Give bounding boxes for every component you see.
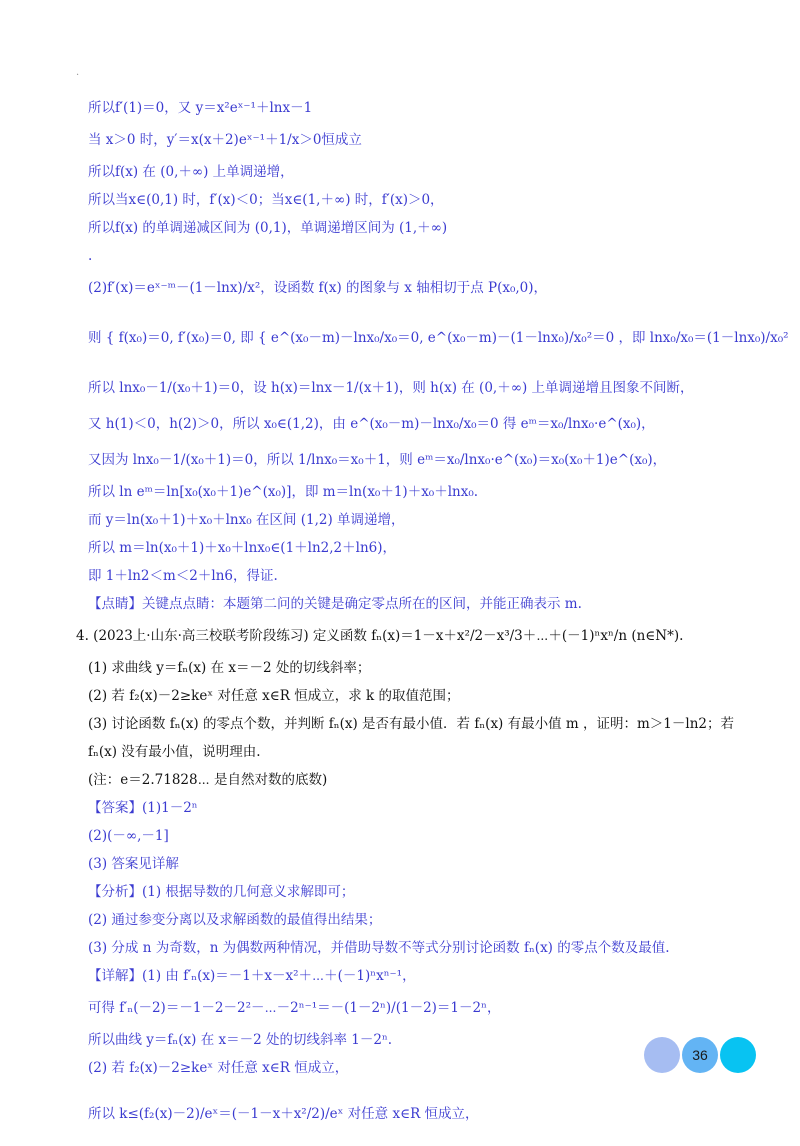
page-number: 36	[692, 1047, 708, 1063]
text-line: 【点睛】关键点点睛：本题第二问的关键是确定零点所在的区间，并能正确表示 m.	[88, 596, 582, 612]
text-line: 所以f(x) 在 (0,＋∞) 上单调递增，	[88, 164, 294, 180]
text-line: (3) 讨论函数 fₙ(x) 的零点个数，并判断 fₙ(x) 是否有最小值．若 fₙ(x) 有最小值 m ，证明：m＞1－ln2；若	[88, 716, 734, 732]
text-line: 【详解】(1) 由 f′ₙ(x)＝－1＋x－x²＋⋯＋(－1)ⁿxⁿ⁻¹，	[88, 968, 416, 984]
text-line: 所以f′(1)＝0，又 y＝x²eˣ⁻¹＋lnx－1	[88, 100, 313, 116]
text-line: 而 y＝ln(x₀＋1)＋x₀＋lnx₀ 在区间 (1,2) 单调递增，	[88, 512, 405, 528]
question-heading: 4. (2023上·山东·高三校联考阶段练习) 定义函数 fₙ(x)＝1－x＋x²/2－x³/3＋⋯＋(－1)ⁿxⁿ/n (n∈N*).	[76, 628, 684, 644]
text-line: 即 1＋ln2＜m＜2＋ln6，得证.	[88, 568, 278, 584]
text-line: 又因为 lnx₀－1/(x₀＋1)＝0，所以 1/lnx₀＝x₀＋1，则 eᵐ＝x₀/lnx₀·e^(x₀)＝x₀(x₀＋1)e^(x₀)，	[88, 452, 667, 468]
text-line: (2) 若 f₂(x)－2≥keˣ 对任意 x∈R 恒成立，	[88, 1060, 349, 1076]
text-line: 所以曲线 y＝fₙ(x) 在 x＝－2 处的切线斜率 1－2ⁿ.	[88, 1032, 393, 1048]
text-line: 所以f(x) 的单调递减区间为 (0,1)，单调递增区间为 (1,＋∞)	[88, 220, 448, 236]
decorative-circle-icon	[720, 1037, 756, 1073]
text-line: (注：e＝2.71828⋯ 是自然对数的底数)	[88, 772, 328, 788]
text-line: 【答案】(1)1－2ⁿ	[88, 800, 198, 816]
corner-mark: ·	[76, 70, 80, 81]
text-line: .	[88, 248, 93, 264]
text-line: 【分析】(1) 根据导数的几何意义求解即可；	[88, 884, 355, 900]
text-line: (1) 求曲线 y＝fₙ(x) 在 x＝－2 处的切线斜率；	[88, 660, 371, 676]
text-line: (2)(－∞,－1]	[88, 828, 169, 844]
text-line: 又 h(1)＜0，h(2)＞0，所以 x₀∈(1,2)，由 e^(x₀－m)－lnx₀/x₀＝0 得 eᵐ＝x₀/lnx₀·e^(x₀)，	[88, 416, 655, 432]
text-line: 所以 m＝ln(x₀＋1)＋x₀＋lnx₀∈(1＋ln2,2＋ln6)，	[88, 540, 397, 556]
text-line: 可得 f′ₙ(－2)＝－1－2－2²－⋯－2ⁿ⁻¹＝－(1－2ⁿ)/(1－2)＝1－2ⁿ，	[88, 1000, 501, 1016]
text-line: (3) 分成 n 为奇数，n 为偶数两种情况，并借助导数不等式分别讨论函数 fₙ(x) 的零点个数及最值.	[88, 940, 670, 956]
text-line: 所以 k≤(f₂(x)－2)/eˣ＝(－1－x＋x²/2)/eˣ 对任意 x∈R 恒成立，	[88, 1106, 479, 1122]
text-line: 则 { f(x₀)＝0, f′(x₀)＝0, 即 { e^(x₀－m)－lnx₀/x₀＝0, e^(x₀－m)－(1－lnx₀)/x₀²＝0 ，即 lnx₀/x₀＝(1－lnx₀)/x₀²	[88, 330, 789, 346]
text-line: (2)f′(x)＝eˣ⁻ᵐ－(1－lnx)/x²，设函数 f(x) 的图象与 x 轴相切于点 P(x₀,0)，	[88, 280, 548, 296]
text-line: (2) 通过参变分离以及求解函数的最值得出结果；	[88, 912, 382, 928]
text-line: (2) 若 f₂(x)－2≥keˣ 对任意 x∈R 恒成立，求 k 的取值范围；	[88, 688, 460, 704]
text-line: (3) 答案见详解	[88, 856, 179, 872]
text-line: 所以 ln eᵐ＝ln[x₀(x₀＋1)e^(x₀)]，即 m＝ln(x₀＋1)＋x₀＋lnx₀.	[88, 484, 479, 500]
text-line: 所以 lnx₀－1/(x₀＋1)＝0，设 h(x)＝lnx－1/(x＋1)，则 h(x) 在 (0,＋∞) 上单调递增且图象不间断，	[88, 380, 694, 396]
document-body	[76, 94, 789, 1146]
text-line: 所以当x∈(0,1) 时，f′(x)＜0；当x∈(1,＋∞) 时，f′(x)＞0，	[88, 192, 444, 208]
page-footer	[644, 1037, 760, 1073]
text-line: fₙ(x) 没有最小值，说明理由.	[88, 744, 261, 760]
decorative-circle-icon	[644, 1037, 680, 1073]
text-line: 当 x＞0 时，y′＝x(x＋2)eˣ⁻¹＋1/x＞0恒成立	[88, 132, 362, 148]
